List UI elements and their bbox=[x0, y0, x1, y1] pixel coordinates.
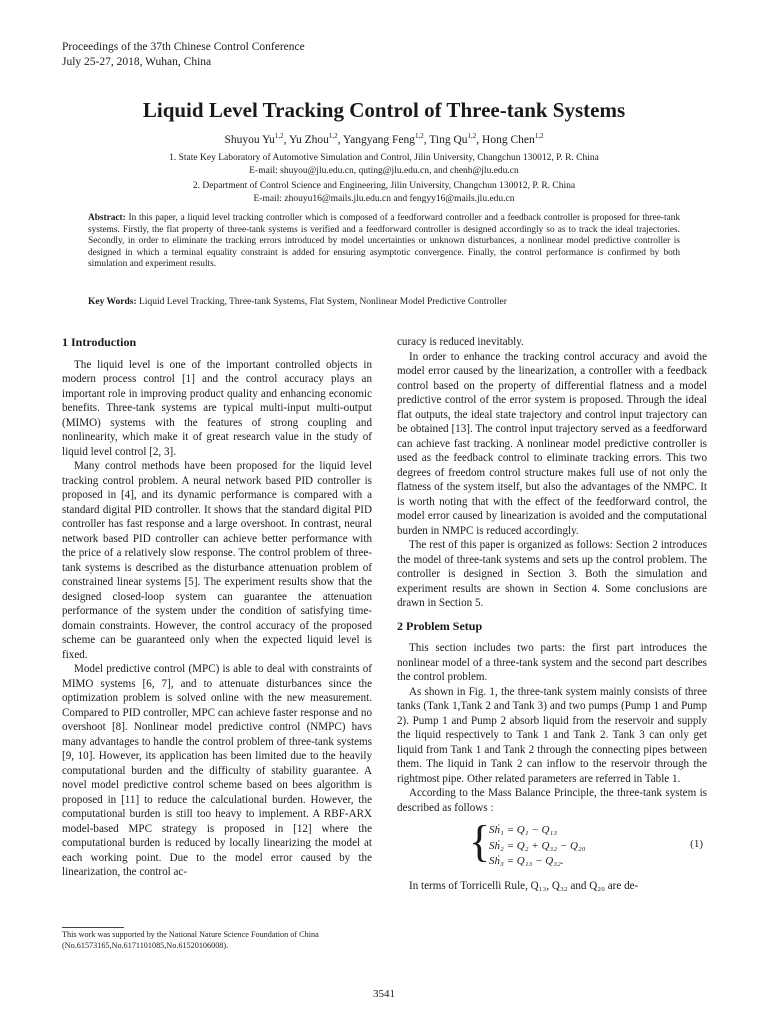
author: Hong Chen$^{1,2}$ bbox=[482, 132, 544, 146]
equation-brace: { bbox=[469, 817, 491, 866]
keywords-label: Key Words: bbox=[88, 297, 137, 307]
paragraph: Model predictive control (MPC) is able to deal with constraints of MIMO systems [6, 7], and to attenuate disturbances since the optimization problem is solved online with the new measurement. Compared to PID controller, MPC can achieve faster response and no overshoot [8]. Nonlinear model predictive control (NMPC) havs many advantages to handle the control problem of three-tank systems [9, 10]. However, its application has been limited due to the heavily computational burden and the difficulty of stability guarantee. A novel model predictive control scheme based on bees algorithm is proposed in [11] to reduce the calculational burden. However, the computational burden is still too heavy to implement. A RBF-ARX model-based MPC strategy is proposed in [12] where the computational burden is reduced by locally linearizing the model at each working point. Due to the model error caused by the linearization, the control ac- bbox=[62, 663, 372, 878]
abstract bbox=[88, 213, 680, 271]
equation-1 bbox=[397, 817, 707, 871]
equation-line: Sḣ₃ = Q₁₃ − Q₃₂. bbox=[489, 855, 564, 867]
affiliation-1 bbox=[0, 152, 768, 177]
author: Shuyou Yu$^{1,2}$ bbox=[224, 132, 284, 146]
affiliation-2 bbox=[0, 180, 768, 205]
author: Ting Qu$^{1,2}$ bbox=[429, 132, 477, 146]
keywords bbox=[88, 297, 680, 307]
equation-lines bbox=[489, 823, 586, 870]
paragraph: According to the Mass Balance Principle, the three-tank system is described as follows : bbox=[397, 787, 707, 814]
affiliation-1-email: E-mail: shuyou@jlu.edu.cn, quting@jlu.edu.cn, and chenh@jlu.edu.cn bbox=[249, 165, 519, 176]
section-heading-introduction: 1 Introduction bbox=[62, 335, 137, 349]
equation-line: Sḣ₂ = Q₂ + Q₃₂ − Q₂₀ bbox=[489, 839, 586, 852]
affiliation-2-text: 2. Department of Control Science and Engineering, Jilin University, Changchun 130012, P. R. China bbox=[192, 181, 576, 191]
paragraph: As shown in Fig. 1, the three-tank system mainly consists of three tanks (Tank 1,Tank 2 and Tank 3) and two pumps (Pump 1 and Pump 2). Pump 1 and Pump 2 absorb liquid from the reservoir and supply the liquid respectively to Tank 1 and Tank 2. Tank 3 can only get liquid from Tank 1 and Tank 2 through the connecting pipes between them. The liquid in Tank 2 can inflow to the reservoir through the rightmost pipe. Other related parameters are referred in Table 1. bbox=[397, 685, 707, 785]
author: Yangyang Feng$^{1,2}$ bbox=[342, 132, 424, 146]
paragraph: The rest of this paper is organized as follows: Section 2 introduces the model of three-tank systems and sets up the control problem. The controller is designed in Section 3. Both the simulation and experiment results are shown in Section 4. Some conclusions are drawn in Section 5. bbox=[397, 539, 707, 609]
right-column bbox=[397, 335, 707, 894]
page-number: 3541 bbox=[373, 988, 395, 1000]
paragraph: In order to enhance the tracking control accuracy and avoid the model error caused by the linearization, a controller with a feedback control based on the property of differential flatness and a model predictive control of the error system is proposed. Through the ideal flat outputs, the ideal state trajectory and control input trajectory can be obtained [13]. The control input trajectory served as a feedforward can achieve fast tracking. A nonlinear model predictive controller is used as the feedback control to eliminate tracking errors. This two degrees of freedom control structure makes full use of not only the flatness of the system itself, but also the advantages of the NMPC. It is worth noting that with the effect of the feedforward control, the model error caused by linearization is avoided and the computational burden in NMPC is reduced accordingly. bbox=[397, 350, 707, 537]
proceedings-header bbox=[62, 40, 305, 70]
left-column bbox=[62, 335, 372, 880]
footnote-rule bbox=[62, 927, 124, 928]
paragraph: This section includes two parts: the first part introduces the nonlinear model of a three-tank system and the second part describes the control problem. bbox=[397, 642, 707, 683]
paragraph: The liquid level is one of the important controlled objects in modern process control [1] and the control accuracy plays an important role in improving product quality and enhancing economic benefits. Three-tank systems are typical multi-input multi-output (MIMO) systems with the features of strong coupling and nonlinearity, which make it of great research value in the study of liquid level control [2, 3]. bbox=[62, 358, 372, 458]
abstract-text: In this paper, a liquid level tracking controller which is composed of a feedforward controller and a feedback controller is proposed for three-tank systems. Firstly, the flat property of three-tank systems is verified and a feedforward controller is designed accordingly so as to track the ideal trajectories. Secondly, in order to eliminate the tracking errors introduced by model uncertainties or unknown disturbances, a nonlinear model predictive controller is designed in which a terminal equality constraint is added for ensuring asymptotic convergence. Finally, the control performance is confirmed by both simulation and experiment results. bbox=[88, 213, 680, 269]
affiliation-1-text: 1. State Key Laboratory of Automotive Simulation and Control, Jilin University, Changchun 130012, P. R. China bbox=[169, 153, 599, 163]
affiliation-2-email: E-mail: zhouyu16@mails.jlu.edu.cn and fengyy16@mails.jlu.edu.cn bbox=[253, 193, 515, 204]
equation-line: Sḣ₁ = Q₁ − Q₁₃ bbox=[489, 824, 558, 836]
paragraph: In terms of Torricelli Rule, Q₁₃, Q₃₂ and Q₂₀ are de- bbox=[409, 880, 639, 892]
abstract-label: Abstract: bbox=[88, 213, 126, 223]
section-heading-problem-setup: 2 Problem Setup bbox=[397, 618, 483, 633]
paper-title: Liquid Level Tracking Control of Three-tank Systems bbox=[142, 98, 626, 122]
paragraph-continuation: curacy is reduced inevitably. bbox=[397, 336, 524, 348]
proceedings-name: Proceedings of the 37th Chinese Control Conference bbox=[62, 41, 305, 53]
footnote: This work was supported by the National Nature Science Foundation of China (No.61573165,No.6171101085,No.61520106008). bbox=[62, 930, 319, 950]
author: Yu Zhou$^{1,2}$ bbox=[288, 132, 338, 146]
equation-number: (1) bbox=[690, 838, 703, 850]
keywords-text: Liquid Level Tracking, Three-tank Systems, Flat System, Nonlinear Model Predictive Controller bbox=[139, 297, 507, 307]
paragraph: Many control methods have been proposed for the liquid level tracking control problem. A neural network based PID controller is proposed in [4], and its dynamic performance is compared with a standard digital PID controller. It shows that the standard digital PID controller has fast response and a large overshoot. In contrast, neural network based PID controller can achieve better performance with the price of a relatively slow response. The control problem of three-tank systems is described as the disturbance attenuation problem of constrained linear systems [5]. The experiment results show that the designed closed-loop system can guarantee the attenuation performance of the system under the condition of satisfying time-domain constraints. However, the control accuracy of the proposed scheme can be guaranteed only when the expected liquid level is fixed. bbox=[62, 460, 372, 661]
proceedings-date: July 25-27, 2018, Wuhan, China bbox=[62, 56, 212, 68]
author-list: Shuyou Yu$^{1,2}$, Yu Zhou$^{1,2}$, Yangyang Feng$^{1,2}$, Ting Qu$^{1,2}$, Hong Chen$^{1,2}$ bbox=[224, 132, 544, 146]
